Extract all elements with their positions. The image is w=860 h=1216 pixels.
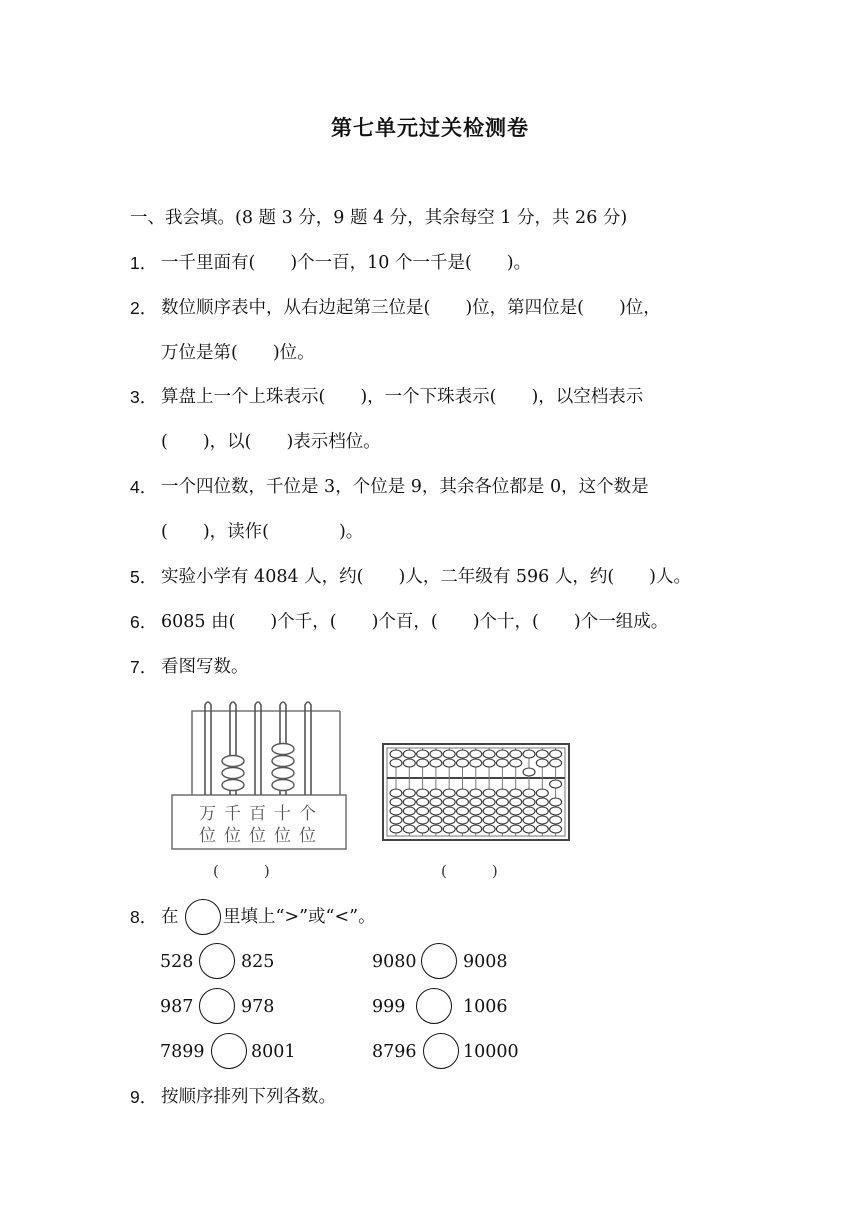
compare-left-5: 7899 xyxy=(160,1042,205,1062)
abacus-bead xyxy=(483,816,495,824)
question-8-text-a: 在 xyxy=(161,907,179,927)
abacus-bead xyxy=(403,750,415,758)
frame-bead xyxy=(272,744,294,755)
question-3-text-line2: ( )，以( )表示档位。 xyxy=(161,432,381,452)
abacus-bead xyxy=(496,750,508,758)
question-9-text: 按顺序排列下列各数。 xyxy=(161,1087,336,1107)
frame-outline xyxy=(192,711,340,795)
abacus-bead xyxy=(470,798,482,806)
frame-bead xyxy=(272,756,294,767)
abacus-bead xyxy=(443,759,455,767)
place-label-bottom: 位 xyxy=(299,826,316,846)
abacus-bead xyxy=(403,816,415,824)
abacus-bead xyxy=(483,798,495,806)
question-4-text-line2: ( )，读作( )。 xyxy=(161,522,364,542)
abacus-bead xyxy=(523,807,535,815)
abacus-bead xyxy=(390,789,402,797)
abacus-bead xyxy=(443,789,455,797)
place-label-top: 个 xyxy=(299,804,316,824)
frame-bead xyxy=(222,768,244,779)
section-heading: 一、我会填。(8 题 3 分，9 题 4 分，其余每空 1 分，共 26 分) xyxy=(130,208,628,228)
compare-right-4: 1006 xyxy=(463,997,508,1017)
abacus-bead xyxy=(523,768,535,776)
abacus-bead xyxy=(510,789,522,797)
compare-circle-6[interactable] xyxy=(423,1033,459,1069)
abacus-bead xyxy=(390,759,402,767)
abacus-bead xyxy=(483,789,495,797)
question-5-number: 5． xyxy=(130,567,158,587)
question-4-text-line1: 一个四位数，千位是 3，个位是 9，其余各位都是 0，这个数是 xyxy=(161,477,649,497)
question-1-number: 1． xyxy=(130,253,158,273)
abacus-bead xyxy=(523,798,535,806)
abacus-bead xyxy=(496,798,508,806)
abacus-bead xyxy=(496,816,508,824)
abacus-bead xyxy=(417,807,429,815)
abacus-bead xyxy=(457,789,469,797)
abacus-bead xyxy=(496,825,508,833)
question-8-number: 8． xyxy=(130,907,158,927)
compare-circle-5[interactable] xyxy=(211,1033,247,1069)
place-label-top: 百 xyxy=(249,804,266,824)
abacus-bead xyxy=(550,807,562,815)
question-5-text: 实验小学有 4084 人，约( )人，二年级有 596 人，约( )人。 xyxy=(161,567,691,587)
abacus-bead xyxy=(550,798,562,806)
compare-left-6: 8796 xyxy=(372,1042,417,1062)
abacus-bead xyxy=(430,789,442,797)
abacus-bead xyxy=(390,825,402,833)
abacus-bead xyxy=(417,789,429,797)
question-3-text-line1: 算盘上一个上珠表示( )，一个下珠表示( )，以空档表示 xyxy=(161,387,644,407)
compare-right-5: 8001 xyxy=(251,1042,296,1062)
counting-frame-figure xyxy=(160,695,360,860)
question-2-text-line1: 数位顺序表中，从右边起第三位是( )位，第四位是( )位， xyxy=(161,298,661,318)
question-6-number: 6． xyxy=(130,612,158,632)
abacus-bead xyxy=(430,798,442,806)
abacus-bead xyxy=(510,825,522,833)
abacus-bead xyxy=(430,816,442,824)
question-3-number: 3． xyxy=(130,387,158,407)
place-label-bottom: 位 xyxy=(274,826,291,846)
abacus-bead xyxy=(430,750,442,758)
frame-bead xyxy=(222,756,244,767)
abacus-bead xyxy=(523,816,535,824)
compare-left-1: 528 xyxy=(160,952,194,972)
page-title: 第七单元过关检测卷 xyxy=(331,116,529,140)
abacus-bead xyxy=(483,750,495,758)
abacus-bead xyxy=(417,825,429,833)
frame-bead xyxy=(272,768,294,779)
abacus-bead xyxy=(550,816,562,824)
compare-circle-3[interactable] xyxy=(199,988,235,1024)
compare-circle-2[interactable] xyxy=(421,943,457,979)
abacus-bead xyxy=(536,798,548,806)
abacus-bead xyxy=(470,807,482,815)
abacus-bead xyxy=(457,759,469,767)
abacus-bead xyxy=(470,816,482,824)
question-7-text: 看图写数。 xyxy=(161,657,249,677)
abacus-bead xyxy=(403,798,415,806)
abacus-bead xyxy=(523,825,535,833)
place-label-bottom: 位 xyxy=(249,826,266,846)
abacus-bead xyxy=(430,759,442,767)
abacus-bead xyxy=(443,807,455,815)
abacus-bead xyxy=(443,816,455,824)
question-8-text-b: 里填上“>”或“<”。 xyxy=(223,907,376,927)
place-label-top: 十 xyxy=(274,804,291,824)
abacus-bead xyxy=(510,807,522,815)
caption-left: ( ) xyxy=(213,862,270,880)
place-label-top: 万 xyxy=(199,804,216,824)
abacus-bead xyxy=(430,807,442,815)
abacus-bead xyxy=(536,750,548,758)
abacus-bead xyxy=(457,816,469,824)
compare-left-3: 987 xyxy=(160,997,194,1017)
frame-rod xyxy=(305,702,311,795)
abacus-bead xyxy=(510,759,522,767)
abacus-bead xyxy=(443,825,455,833)
frame-rod xyxy=(205,702,211,795)
abacus-bead xyxy=(550,759,562,767)
abacus-bead xyxy=(536,807,548,815)
abacus-bead xyxy=(417,798,429,806)
compare-circle-1[interactable] xyxy=(199,943,235,979)
abacus-figure xyxy=(382,743,572,843)
abacus-bead xyxy=(483,759,495,767)
abacus-bead xyxy=(457,798,469,806)
abacus-bead xyxy=(536,816,548,824)
compare-left-2: 9080 xyxy=(372,952,417,972)
abacus-bead xyxy=(536,789,548,797)
abacus-bead xyxy=(443,798,455,806)
abacus-bead xyxy=(403,807,415,815)
abacus-bead xyxy=(390,807,402,815)
abacus-bead xyxy=(417,750,429,758)
abacus-bead xyxy=(417,759,429,767)
abacus-bead xyxy=(470,750,482,758)
abacus-bead xyxy=(483,807,495,815)
compare-left-4: 999 xyxy=(372,997,406,1017)
question-7-number: 7． xyxy=(130,657,158,677)
abacus-bead xyxy=(457,825,469,833)
question-1-text: 一千里面有( )个一百，10 个一千是( )。 xyxy=(161,253,532,273)
abacus-bead xyxy=(510,750,522,758)
abacus-bead xyxy=(483,825,495,833)
abacus-bead xyxy=(496,789,508,797)
abacus-bead xyxy=(523,750,535,758)
abacus-bead xyxy=(457,750,469,758)
example-circle xyxy=(185,899,221,935)
abacus-bead xyxy=(403,759,415,767)
abacus-bead xyxy=(443,750,455,758)
abacus-bead xyxy=(496,807,508,815)
compare-right-2: 9008 xyxy=(463,952,508,972)
question-6-text: 6085 由( )个千，( )个百，( )个十，( )个一组成。 xyxy=(161,612,669,632)
compare-right-1: 825 xyxy=(241,952,275,972)
abacus-bead xyxy=(550,825,562,833)
abacus-bead xyxy=(550,780,562,788)
abacus-bead xyxy=(523,789,535,797)
question-2-text-line2: 万位是第( )位。 xyxy=(161,343,315,363)
abacus-bead xyxy=(390,750,402,758)
abacus-bead xyxy=(550,750,562,758)
abacus-bead xyxy=(403,789,415,797)
caption-right: ( ) xyxy=(441,862,498,880)
abacus-bead xyxy=(470,759,482,767)
place-label-bottom: 位 xyxy=(199,826,216,846)
abacus-bead xyxy=(390,816,402,824)
question-2-number: 2． xyxy=(130,298,158,318)
compare-right-6: 10000 xyxy=(463,1042,519,1062)
abacus-bead xyxy=(496,759,508,767)
place-label-bottom: 位 xyxy=(224,826,241,846)
abacus-bead xyxy=(430,825,442,833)
abacus-bead xyxy=(470,789,482,797)
question-9-number: 9． xyxy=(130,1087,158,1107)
place-label-top: 千 xyxy=(224,804,241,824)
abacus-bead xyxy=(457,807,469,815)
question-4-number: 4． xyxy=(130,477,158,497)
frame-bead xyxy=(222,780,244,791)
abacus-bead xyxy=(403,825,415,833)
abacus-bead xyxy=(510,798,522,806)
compare-circle-4[interactable] xyxy=(416,988,452,1024)
abacus-bead xyxy=(417,816,429,824)
abacus-bead xyxy=(536,825,548,833)
abacus-bead xyxy=(510,816,522,824)
abacus-bead xyxy=(390,798,402,806)
abacus-bead xyxy=(470,825,482,833)
frame-rod xyxy=(255,702,261,795)
abacus-bead xyxy=(536,759,548,767)
compare-right-3: 978 xyxy=(241,997,275,1017)
frame-bead xyxy=(272,780,294,791)
